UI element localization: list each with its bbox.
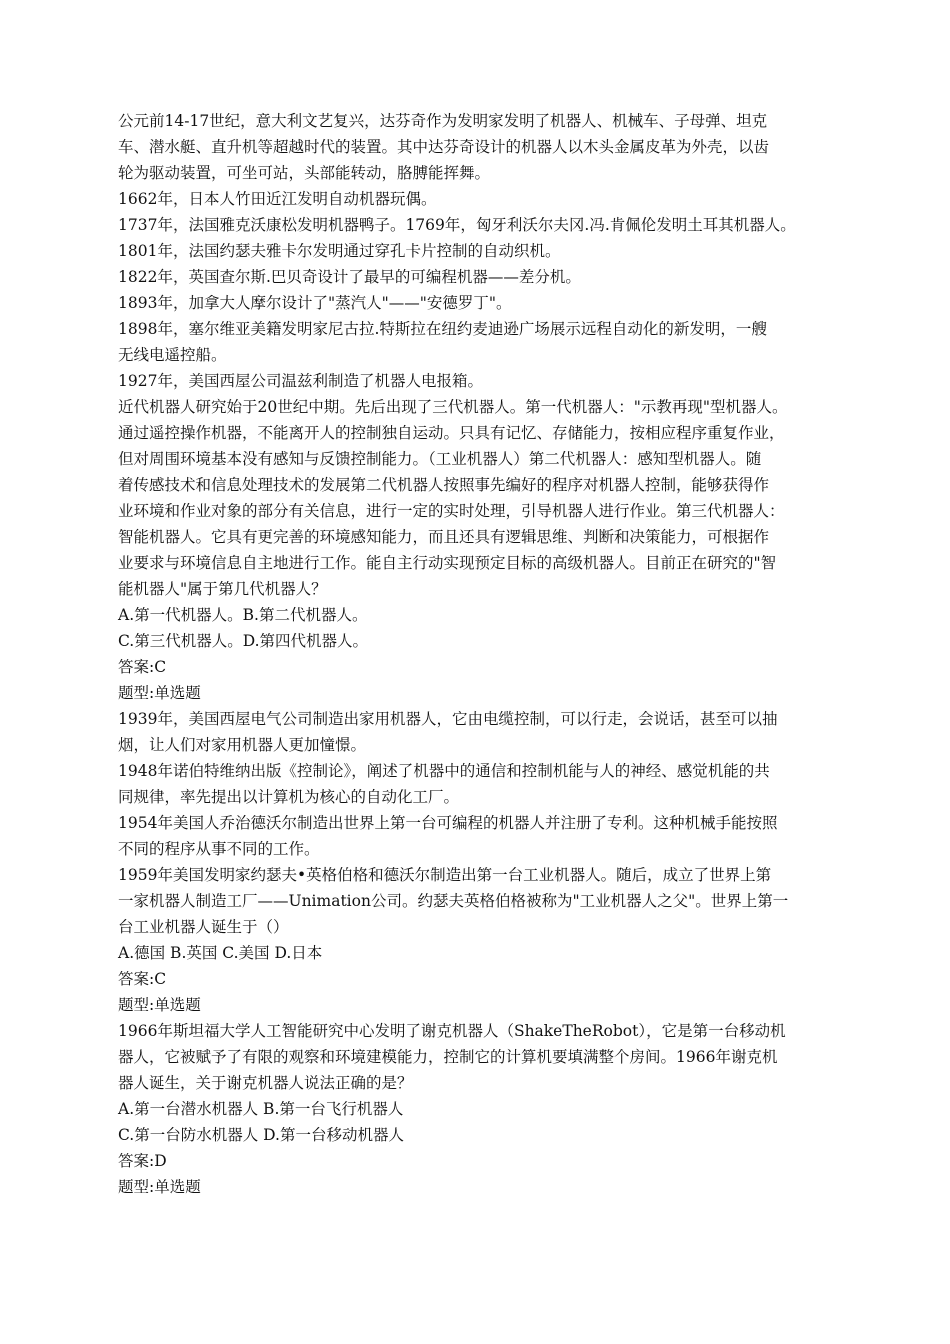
text-line: 智能机器人。它具有更完善的环境感知能力，而且还具有逻辑思维、判断和决策能力，可根据作 [118, 528, 770, 546]
text-line: 1939年，美国西屋电气公司制造出家用机器人，它由电缆控制，可以行走，会说话，甚至可以抽 [118, 710, 778, 728]
text-line: 1893年，加拿大人摩尔设计了"蒸汽人"——"安德罗丁"。 [118, 294, 512, 312]
question-type-line: 题型:单选题 [118, 1178, 201, 1196]
text-line: 通过遥控操作机器，不能离开人的控制独自运动。只具有记忆、存储能力，按相应程序重复作业， [118, 424, 785, 442]
text-line: 1959年美国发明家约瑟夫•英格伯格和德沃尔制造出第一台工业机器人。随后，成立了世界上第 [118, 866, 772, 884]
text-line: 轮为驱动装置，可坐可站，头部能转动，胳膊能挥舞。 [118, 164, 491, 182]
text-line: 台工业机器人诞生于（） [118, 918, 289, 936]
text-line: 烟，让人们对家用机器人更加憧憬。 [118, 736, 367, 754]
text-line: 1737年，法国雅克沃康松发明机器鸭子。1769年，匈牙利沃尔夫冈.冯.肯佩伦发明土耳其机器人。 [118, 216, 796, 234]
text-line: 同规律，率先提出以计算机为核心的自动化工厂。 [118, 788, 460, 806]
document-body [118, 108, 848, 1200]
answer-line: 答案:D [118, 1152, 167, 1170]
text-line: 公元前14-17世纪，意大利文艺复兴，达芬奇作为发明家发明了机器人、机械车、子母弹、坦克 [118, 112, 768, 130]
text-line: 1662年，日本人竹田近江发明自动机器玩偶。 [118, 190, 437, 208]
option-line: A.第一台潜水机器人 B.第一台飞行机器人 [118, 1100, 404, 1118]
text-line: 无线电遥控船。 [118, 346, 227, 364]
option-line: A.第一代机器人。B.第二代机器人。 [118, 606, 368, 624]
text-line: 车、潜水艇、直升机等超越时代的装置。其中达芬奇设计的机器人以木头金属皮革为外壳，以齿 [118, 138, 770, 156]
question-type-line: 题型:单选题 [118, 684, 201, 702]
answer-line: 答案:C [118, 658, 167, 676]
question-type-line: 题型:单选题 [118, 996, 201, 1014]
text-line: 一家机器人制造工厂——Unimation公司。约瑟夫英格伯格被称为"工业机器人之父"。世界上第一 [118, 892, 789, 910]
text-line: 业要求与环境信息自主地进行工作。能自主行动实现预定目标的高级机器人。目前正在研究的"智 [118, 554, 777, 572]
text-line: 器人诞生，关于谢克机器人说法正确的是？ [118, 1074, 413, 1092]
text-line: 1966年斯坦福大学人工智能研究中心发明了谢克机器人（ShakeTheRobot），它是第一台移动机 [118, 1022, 786, 1040]
text-line: 1948年诺伯特维纳出版《控制论》，阐述了机器中的通信和控制机能与人的神经、感觉机能的共 [118, 762, 770, 780]
text-line: 1822年，英国查尔斯.巴贝奇设计了最早的可编程机器——差分机。 [118, 268, 581, 286]
option-line: C.第三代机器人。D.第四代机器人。 [118, 632, 369, 650]
option-line: A.德国 B.英国 C.美国 D.日本 [118, 944, 323, 962]
text-line: 近代机器人研究始于20世纪中期。先后出现了三代机器人。第一代机器人："示教再现"型机器人。 [118, 398, 788, 416]
answer-line: 答案:C [118, 970, 167, 988]
text-line: 但对周围环境基本没有感知与反馈控制能力。（工业机器人）第二代机器人：感知型机器人。随 [118, 450, 762, 468]
text-line: 不同的程序从事不同的工作。 [118, 840, 320, 858]
text-line: 1927年，美国西屋公司温兹利制造了机器人电报箱。 [118, 372, 483, 390]
text-line: 1954年美国人乔治德沃尔制造出世界上第一台可编程的机器人并注册了专利。这种机械手能按照 [118, 814, 778, 832]
text-line: 1801年，法国约瑟夫雅卡尔发明通过穿孔卡片控制的自动织机。 [118, 242, 561, 260]
text-line: 器人，它被赋予了有限的观察和环境建模能力，控制它的计算机要填满整个房间。1966年谢克机 [118, 1048, 778, 1066]
text-line: 1898年，塞尔维亚美籍发明家尼古拉.特斯拉在纽约麦迪逊广场展示远程自动化的新发明，一艘 [118, 320, 767, 338]
option-line: C.第一台防水机器人 D.第一台移动机器人 [118, 1126, 404, 1144]
text-line: 业环境和作业对象的部分有关信息，进行一定的实时处理，引导机器人进行作业。第三代机器人： [118, 502, 785, 520]
text-line: 能机器人"属于第几代机器人？ [118, 580, 327, 598]
text-line: 着传感技术和信息处理技术的发展第二代机器人按照事先编好的程序对机器人控制，能够获得作 [118, 476, 770, 494]
